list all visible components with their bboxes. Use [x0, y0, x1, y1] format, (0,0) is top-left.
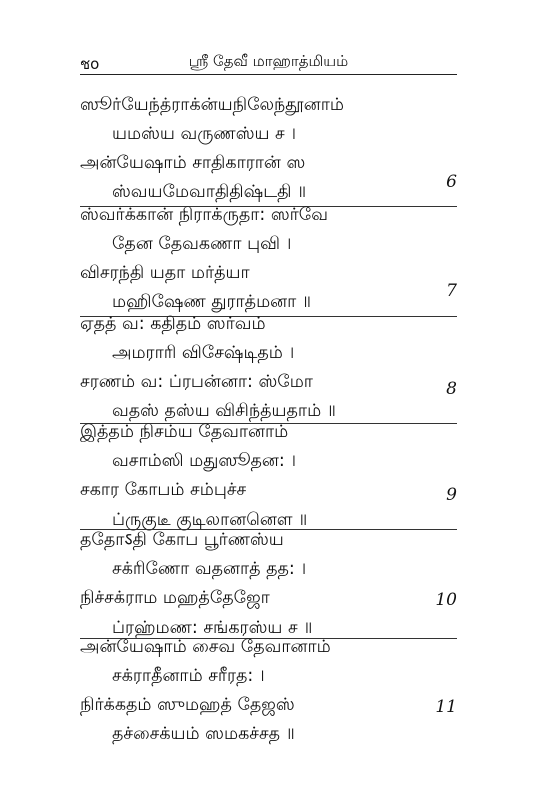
verse-number-7: 7	[446, 281, 457, 301]
verse-6-line-3: அன்யேஷாம் சாதிகாரான் ஸ	[80, 153, 306, 173]
running-title: ஸ்ரீ தேவீ மாஹாத்மியம்	[188, 52, 349, 70]
verse-number-9: 9	[446, 485, 457, 505]
page-header	[80, 50, 457, 75]
verse-number-10: 10	[435, 590, 457, 610]
verse-9-line-1: இத்தம் நிசம்ய தேவானாம்	[80, 422, 289, 442]
verse-11-line-3: நிர்க்கதம் ஸுமஹத் தேஜஸ்	[80, 695, 295, 715]
verse-6-line-4: ஸ்வயமேவாதிதிஷ்டதி ॥	[112, 182, 307, 202]
verse-10-line-1: ததோऽதி கோப பூர்ணஸ்ய	[80, 530, 284, 550]
verse-9-line-2: வசாம்ஸி மதுஸூதன: ।	[112, 451, 297, 471]
verse-8-line-2: அமராரி விசேஷ்டிதம் ।	[112, 343, 295, 363]
verse-number-6: 6	[446, 172, 457, 192]
verse-number-11: 11	[435, 697, 457, 717]
verse-9-line-4: ப்ருகுடீ குடிலானனௌ ॥	[112, 510, 308, 530]
verse-11-line-2: சக்ராதீனாம் சரீரத: ।	[112, 666, 265, 686]
verse-7-line-1: ஸ்வர்க்கான் நிராக்ருதா: ஸர்வே	[80, 205, 328, 225]
verse-11-line-1: அன்யேஷாம் சைவ தேவானாம்	[80, 637, 331, 657]
verse-number-8: 8	[446, 379, 457, 399]
verse-10-line-3: நிச்சக்ராம மஹத்தேஜோ	[80, 588, 270, 608]
verse-9-line-3: சகார கோபம் சம்புச்ச	[80, 480, 247, 500]
page-number: ชo	[80, 55, 100, 73]
verse-6-line-1: ஸூர்யேந்த்ராக்ன்யநிலேந்தூனாம்	[80, 95, 344, 115]
verse-8-line-1: ஏதத் வ: கதிதம் ஸர்வம்	[80, 314, 266, 334]
verse-7-line-2: தேன தேவகணா புவி ।	[112, 234, 292, 254]
verse-8-line-3: சரணம் வ: ப்ரபன்னா: ஸ்மோ	[80, 372, 313, 392]
verse-7-line-4: மஹிஷேண துராத்மனா ॥	[112, 292, 311, 312]
verse-10-line-2: சக்ரிணோ வதனாத் தத: ।	[112, 559, 307, 579]
verse-8-line-4: வதஸ் தஸ்ய விசிந்த்யதாம் ॥	[112, 401, 336, 421]
verse-11-line-4: தச்சைக்யம் ஸமகச்சத ॥	[112, 724, 295, 744]
verse-10-line-4: ப்ரஹ்மண: சங்கரஸ்ய ச ॥	[112, 618, 313, 638]
verse-6-line-2: யமஸ்ய வருணஸ்ய ச ।	[112, 124, 297, 144]
verse-7-line-3: விசரந்தி யதா மர்த்யா	[80, 263, 250, 283]
